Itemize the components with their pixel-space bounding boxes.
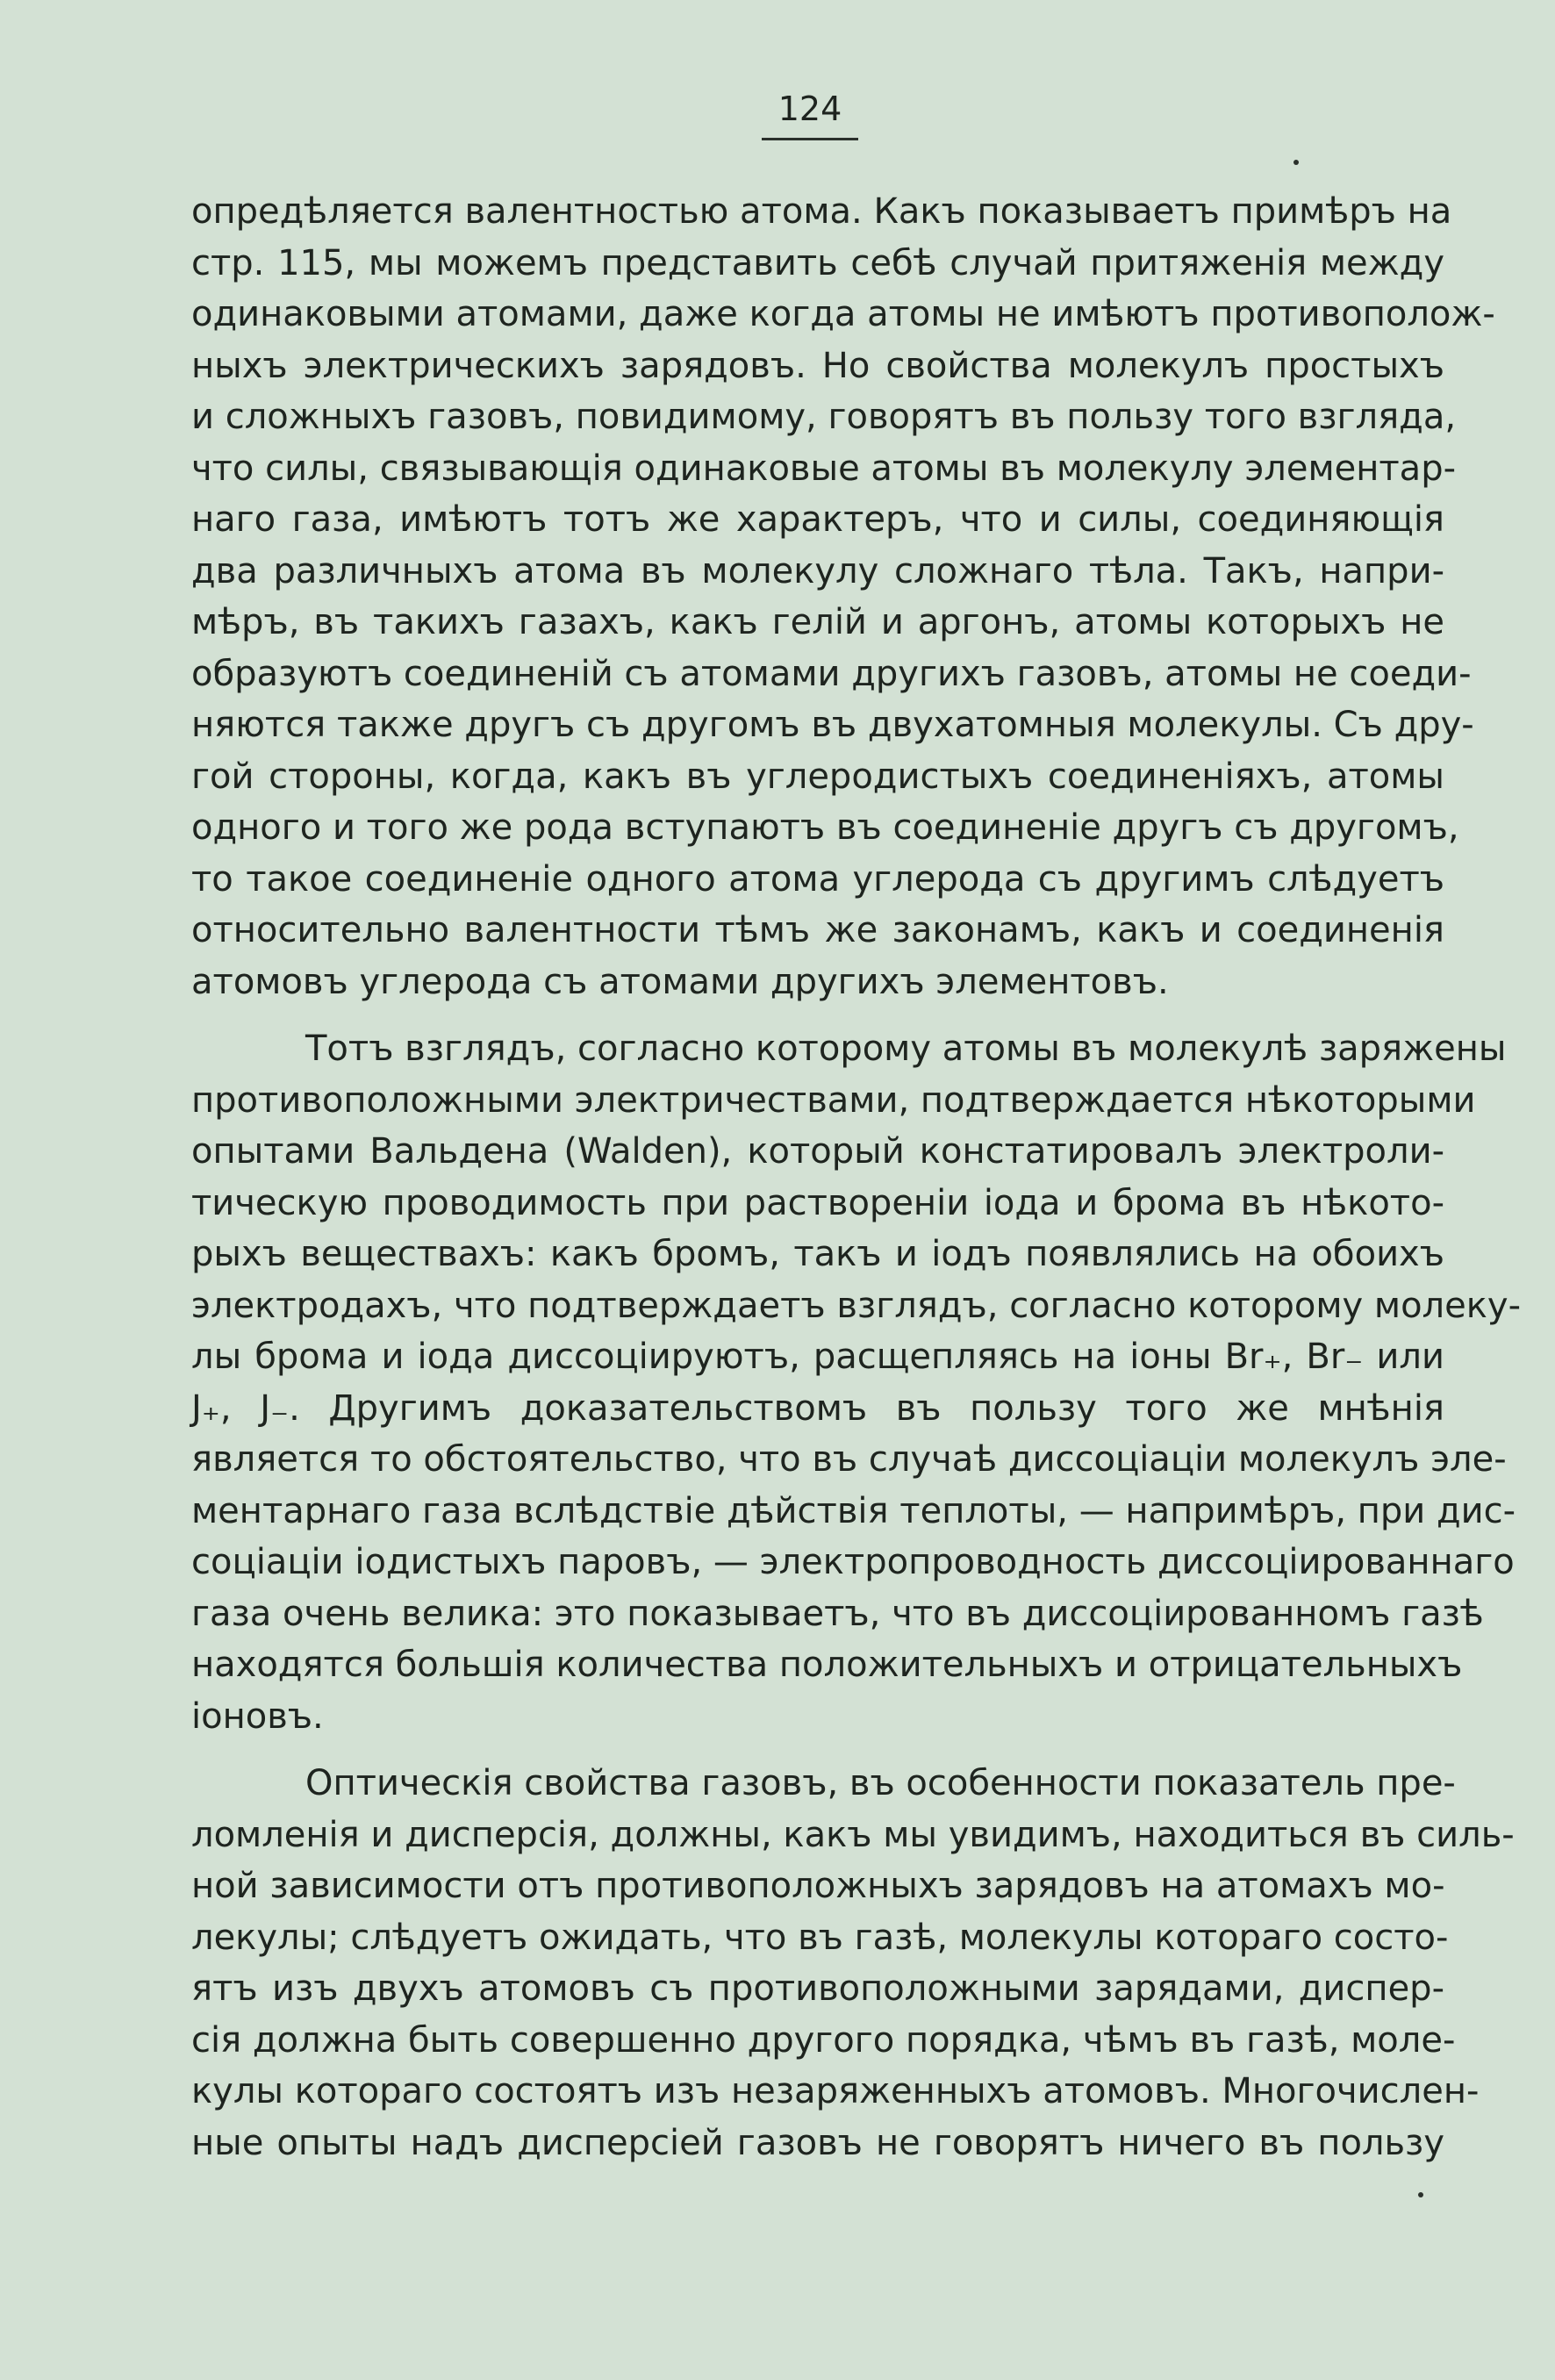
text-line: находятся большія количества положительныхъ и отрицательныхъ (191, 1645, 1463, 1685)
text-line: ломленія и дисперсія, должны, какъ мы увидимъ, находиться въ силь- (191, 1814, 1515, 1855)
paragraph (191, 1023, 1521, 1742)
speck-mark (1293, 160, 1299, 165)
text-line: лекулы; слѣдуетъ ожидать, что въ газѣ, молекулы котораго состо- (191, 1917, 1449, 1958)
text-line: атомовъ углерода съ атомами другихъ элементовъ. (191, 961, 1169, 1002)
paragraph-gap (191, 1742, 1444, 1758)
text-line: то такое соединеніе одного атома углерода съ другимъ слѣдуетъ (191, 858, 1444, 900)
text-line: относительно валентности тѣмъ же законамъ, какъ и соединенія (191, 910, 1444, 950)
text-line: опредѣляется валентностью атома. Какъ показываетъ примѣръ на (191, 191, 1452, 232)
text-line: электродахъ, что подтверждаетъ взглядъ, согласно которому молеку- (191, 1285, 1521, 1326)
text-line: лы брома и іода диссоціируютъ, расщепляясь на іоны Br₊, Br₋ или (191, 1337, 1444, 1377)
text-line: образуютъ соединеній съ атомами другихъ газовъ, атомы не соеди- (191, 653, 1472, 694)
text-line: опытами Вальдена (Walden), который констатировалъ электроли- (191, 1131, 1444, 1172)
text-line: сія должна быть совершенно другого порядка, чѣмъ въ газѣ, моле- (191, 2019, 1456, 2061)
page-number: 124 (778, 90, 842, 128)
text-line: тическую проводимость при раствореніи іода и брома въ нѣкото- (191, 1182, 1444, 1223)
text-line: гой стороны, когда, какъ въ углеродистыхъ соединеніяхъ, атомы (191, 756, 1444, 797)
text-line: одинаковыми атомами, даже когда атомы не имѣютъ противополож- (191, 294, 1495, 334)
text-line: ной зависимости отъ противоположныхъ зарядовъ на атомахъ мо- (191, 1866, 1445, 1906)
text-line: одного и того же рода вступаютъ въ соединеніе другъ съ другомъ, (191, 807, 1459, 848)
body-text (191, 186, 1521, 2169)
text-line: наго газа, имѣютъ тотъ же характеръ, что и силы, соединяющія (191, 499, 1444, 540)
text-line: является то обстоятельство, что въ случаѣ диссоціаціи молекулъ эле- (191, 1439, 1507, 1480)
text-line: газа очень велика: это показываетъ, что въ диссоціированномъ газѣ (191, 1593, 1484, 1634)
paragraph-gap (191, 1007, 1444, 1023)
text-line: и сложныхъ газовъ, повидимому, говорятъ въ пользу того взгляда, (191, 397, 1457, 437)
text-line: ные опыты надъ дисперсіей газовъ не говорятъ ничего въ пользу (191, 2122, 1444, 2163)
text-line: ныхъ электрическихъ зарядовъ. Но свойства молекулъ простыхъ (191, 345, 1444, 386)
text-line: J₊, J₋. Другимъ доказательствомъ въ пользу того же мнѣнія (191, 1387, 1444, 1429)
text-line: соціаціи іодистыхъ паровъ, — электропроводность диссоціированнаго (191, 1542, 1515, 1582)
text-line: два различныхъ атома въ молекулу сложнаго тѣла. Такъ, напри- (191, 550, 1444, 591)
text-line: стр. 115, мы можемъ представить себѣ случай притяженія между (191, 242, 1444, 283)
text-line: что силы, связывающія одинаковые атомы въ молекулу элементар- (191, 448, 1457, 489)
paragraph (191, 1758, 1515, 2169)
text-line: іоновъ. (191, 1695, 324, 1737)
text-line: Тотъ взглядъ, согласно которому атомы въ молекулѣ заряжены (305, 1029, 1507, 1069)
text-line: ятъ изъ двухъ атомовъ съ противоположными зарядами, диспер- (191, 1968, 1444, 2009)
text-line: мѣръ, въ такихъ газахъ, какъ гелій и аргонъ, атомы которыхъ не (191, 602, 1444, 642)
speck-mark (1418, 2192, 1423, 2197)
page-number-rule (762, 138, 858, 140)
text-line: ментарнаго газа вслѣдствіе дѣйствія теплоты, — напримѣръ, при дис- (191, 1490, 1516, 1531)
text-line: кулы котораго состоятъ изъ незаряженныхъ атомовъ. Многочислен- (191, 2071, 1480, 2111)
text-line: няются также другъ съ другомъ въ двухатомныя молекулы. Съ дру- (191, 705, 1474, 745)
text-line: рыхъ веществахъ: какъ бромъ, такъ и іодъ появлялись на обоихъ (191, 1234, 1444, 1274)
text-line: Оптическія свойства газовъ, въ особенности показатель пре- (305, 1763, 1456, 1803)
paragraph (191, 186, 1495, 1007)
text-line: противоположными электричествами, подтверждается нѣкоторыми (191, 1079, 1476, 1121)
